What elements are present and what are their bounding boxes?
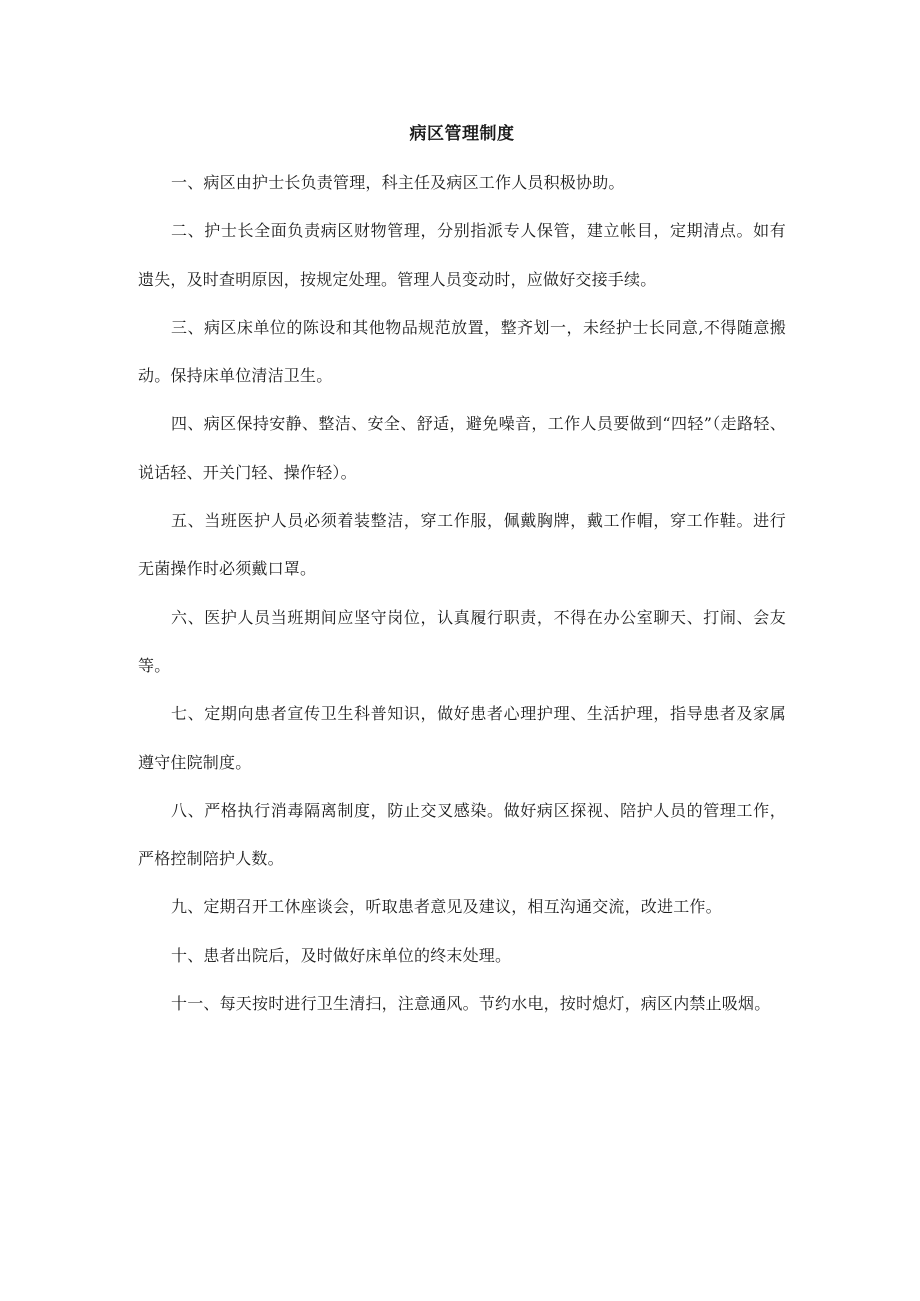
- rule-paragraph-9: 九、定期召开工休座谈会，听取患者意见及建议，相互沟通交流，改进工作。: [171, 897, 722, 917]
- rule-paragraph-11: 十一、每天按时进行卫生清扫，注意通风。节约水电，按时熄灯，病区内禁止吸烟。: [171, 994, 771, 1014]
- rule-paragraph-1: 一、病区由护士长负责管理，科主任及病区工作人员积极协助。: [171, 173, 625, 192]
- rule-paragraph-5: 五、当班医护人员必须着装整洁，穿工作服，佩戴胸牌，戴工作帽，穿工作鞋。进行无菌操作时必须戴口罩。: [138, 511, 786, 579]
- rule-paragraph-10: 十、患者出院后，及时做好床单位的终末处理。: [171, 945, 512, 965]
- document-body: [138, 159, 786, 1028]
- rule-paragraph-7: 七、定期向患者宣传卫生科普知识，做好患者心理护理、生活护理，指导患者及家属遵守住院制度。: [138, 704, 786, 772]
- rule-paragraph-2: 二、护士长全面负责病区财物管理，分别指派专人保管，建立帐目，定期清点。如有遗失，及时查明原因，按规定处理。管理人员变动时，应做好交接手续。: [138, 221, 786, 289]
- rule-paragraph-8: 八、严格执行消毒隔离制度，防止交叉感染。做好病区探视、陪护人员的管理工作，严格控制陪护人数。: [138, 800, 786, 869]
- page-title: 病区管理制度: [409, 124, 515, 144]
- rule-paragraph-3: 三、病区床单位的陈设和其他物品规范放置，整齐划一，未经护士长同意,不得随意搬动。保持床单位清洁卫生。: [138, 317, 786, 386]
- rule-paragraph-4: 四、病区保持安静、整洁、安全、舒适，避免噪音，工作人员要做到“四轻”（走路轻、说话轻、开关门轻、操作轻）。: [138, 414, 786, 482]
- rule-paragraph-6: 六、医护人员当班期间应坚守岗位，认真履行职责，不得在办公室聊天、打闹、会友等。: [138, 607, 786, 675]
